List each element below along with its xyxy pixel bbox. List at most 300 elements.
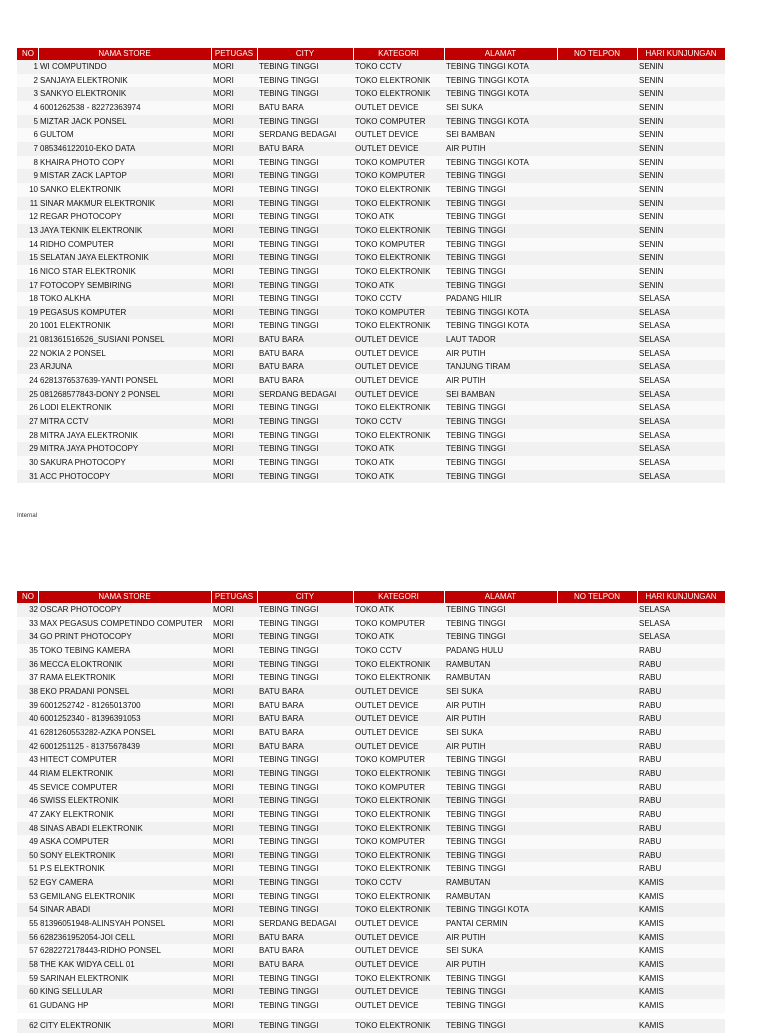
cell-row-number: 61 [17, 999, 38, 1013]
table-row [17, 972, 725, 986]
cell-store-name: NOKIA 2 PONSEL [38, 347, 211, 361]
cell-category: TOKO ELEKTRONIK [353, 862, 444, 876]
table-row [17, 685, 725, 699]
cell-officer: MORI [211, 671, 257, 685]
cell-officer: MORI [211, 985, 257, 999]
cell-store-name: WI COMPUTINDO [38, 60, 211, 74]
cell-visit-day: RABU [637, 671, 725, 685]
table-row [17, 456, 725, 470]
cell-visit-day: KAMIS [637, 890, 725, 904]
cell-visit-day: SELASA [637, 360, 725, 374]
cell-store-name: LODI ELEKTRONIK [38, 401, 211, 415]
cell-phone [557, 781, 637, 795]
cell-phone [557, 712, 637, 726]
cell-row-number: 16 [17, 265, 38, 279]
cell-category: OUTLET DEVICE [353, 699, 444, 713]
cell-city: TEBING TINGGI [257, 456, 353, 470]
cell-store-name: EKO PRADANI PONSEL [38, 685, 211, 699]
table-row [17, 401, 725, 415]
cell-city: TEBING TINGGI [257, 658, 353, 672]
cell-category: TOKO ELEKTRONIK [353, 224, 444, 238]
cell-officer: MORI [211, 794, 257, 808]
cell-row-number: 45 [17, 781, 38, 795]
cell-officer: MORI [211, 429, 257, 443]
cell-store-name: 1001 ELEKTRONIK [38, 319, 211, 333]
cell-officer: MORI [211, 306, 257, 320]
cell-category: OUTLET DEVICE [353, 985, 444, 999]
cell-phone [557, 808, 637, 822]
cell-city: TEBING TINGGI [257, 999, 353, 1013]
cell-category: TOKO KOMPUTER [353, 617, 444, 631]
cell-phone [557, 306, 637, 320]
cell-address: PANTAI CERMIN [444, 917, 557, 931]
cell-row-number: 49 [17, 835, 38, 849]
cell-address: AIR PUTIH [444, 374, 557, 388]
cell-store-name: MIZTAR JACK PONSEL [38, 115, 211, 129]
column-header-address: ALAMAT [444, 48, 557, 60]
cell-row-number: 15 [17, 251, 38, 265]
cell-address: TEBING TINGGI [444, 999, 557, 1013]
cell-visit-day: SELASA [637, 306, 725, 320]
cell-store-name: SANJAYA ELEKTRONIK [38, 74, 211, 88]
cell-category: TOKO ELEKTRONIK [353, 87, 444, 101]
store-table-page-2 [17, 591, 726, 1013]
cell-phone [557, 985, 637, 999]
table-row [17, 658, 725, 672]
cell-category: TOKO ELEKTRONIK [353, 429, 444, 443]
column-header-phone: NO TELPON [557, 591, 637, 603]
cell-officer: MORI [211, 265, 257, 279]
cell-city: TEBING TINGGI [257, 319, 353, 333]
cell-visit-day: SENIN [637, 60, 725, 74]
cell-officer: MORI [211, 360, 257, 374]
cell-city: TEBING TINGGI [257, 442, 353, 456]
cell-visit-day: RABU [637, 644, 725, 658]
cell-phone [557, 319, 637, 333]
cell-category: TOKO KOMPUTER [353, 753, 444, 767]
table-row [17, 740, 725, 754]
cell-phone [557, 156, 637, 170]
cell-address: TEBING TINGGI KOTA [444, 74, 557, 88]
cell-visit-day: RABU [637, 685, 725, 699]
table-row [17, 767, 725, 781]
cell-officer: MORI [211, 60, 257, 74]
table-row [17, 835, 725, 849]
cell-phone [557, 415, 637, 429]
cell-visit-day: SELASA [637, 429, 725, 443]
cell-phone [557, 292, 637, 306]
table-row [17, 849, 725, 863]
cell-city: TEBING TINGGI [257, 822, 353, 836]
cell-officer: MORI [211, 958, 257, 972]
cell-row-number: 17 [17, 279, 38, 293]
column-header-visit-day: HARI KUNJUNGAN [637, 48, 725, 60]
cell-visit-day: SELASA [637, 333, 725, 347]
cell-visit-day: SELASA [637, 470, 725, 484]
table-row [17, 958, 725, 972]
cell-visit-day: RABU [637, 699, 725, 713]
cell-row-number: 11 [17, 197, 38, 211]
cell-visit-day: SENIN [637, 169, 725, 183]
cell-category: TOKO ATK [353, 442, 444, 456]
cell-store-name: 6001252340 - 81396391053 [38, 712, 211, 726]
table-row [17, 603, 725, 617]
cell-address: TEBING TINGGI [444, 862, 557, 876]
column-header-city: CITY [257, 48, 353, 60]
cell-category: OUTLET DEVICE [353, 388, 444, 402]
cell-category: OUTLET DEVICE [353, 740, 444, 754]
cell-visit-day: SENIN [637, 74, 725, 88]
table-header [17, 591, 725, 603]
cell-store-name: 081361516526_SUSIANI PONSEL [38, 333, 211, 347]
table-row [17, 101, 725, 115]
cell-officer: MORI [211, 931, 257, 945]
cell-phone [557, 794, 637, 808]
cell-city: TEBING TINGGI [257, 169, 353, 183]
cell-city: TEBING TINGGI [257, 603, 353, 617]
table-row [17, 115, 725, 129]
cell-officer: MORI [211, 169, 257, 183]
cell-row-number: 36 [17, 658, 38, 672]
cell-city: TEBING TINGGI [257, 876, 353, 890]
cell-city: BATU BARA [257, 944, 353, 958]
cell-officer: MORI [211, 470, 257, 484]
cell-row-number: 21 [17, 333, 38, 347]
cell-officer: MORI [211, 726, 257, 740]
cell-category: TOKO CCTV [353, 644, 444, 658]
cell-category: TOKO CCTV [353, 876, 444, 890]
cell-category: OUTLET DEVICE [353, 931, 444, 945]
cell-phone [557, 101, 637, 115]
table-row [17, 890, 725, 904]
cell-row-number: 39 [17, 699, 38, 713]
cell-visit-day: KAMIS [637, 972, 725, 986]
cell-category: TOKO ELEKTRONIK [353, 671, 444, 685]
table-row [17, 876, 725, 890]
cell-address: TEBING TINGGI [444, 401, 557, 415]
cell-store-name: P.S ELEKTRONIK [38, 862, 211, 876]
cell-category: TOKO CCTV [353, 60, 444, 74]
cell-phone [557, 401, 637, 415]
cell-visit-day: SELASA [637, 319, 725, 333]
cell-visit-day: SENIN [637, 156, 725, 170]
cell-address: TEBING TINGGI [444, 753, 557, 767]
cell-row-number: 56 [17, 931, 38, 945]
cell-officer: MORI [211, 210, 257, 224]
cell-row-number: 53 [17, 890, 38, 904]
cell-store-name: MECCA ELOKTRONIK [38, 658, 211, 672]
cell-officer: MORI [211, 781, 257, 795]
cell-store-name: MITRA JAYA ELEKTRONIK [38, 429, 211, 443]
cell-officer: MORI [211, 808, 257, 822]
cell-phone [557, 876, 637, 890]
cell-store-name: GO PRINT PHOTOCOPY [38, 630, 211, 644]
cell-address: TEBING TINGGI [444, 617, 557, 631]
cell-row-number: 37 [17, 671, 38, 685]
cell-category: TOKO KOMPUTER [353, 238, 444, 252]
table-row [17, 781, 725, 795]
cell-phone [557, 999, 637, 1013]
cell-store-name: 6282361952054-JOI CELL [38, 931, 211, 945]
cell-row-number: 18 [17, 292, 38, 306]
cell-address: PADANG HULU [444, 644, 557, 658]
cell-store-name: MAX PEGASUS COMPETINDO COMPUTER [38, 617, 211, 631]
table-row [17, 87, 725, 101]
cell-row-number: 59 [17, 972, 38, 986]
cell-row-number: 5 [17, 115, 38, 129]
table-row [17, 671, 725, 685]
cell-address: TEBING TINGGI KOTA [444, 60, 557, 74]
cell-address: LAUT TADOR [444, 333, 557, 347]
cell-phone [557, 617, 637, 631]
cell-address: RAMBUTAN [444, 671, 557, 685]
table-row [17, 128, 725, 142]
cell-address: TEBING TINGGI [444, 238, 557, 252]
cell-officer: MORI [211, 101, 257, 115]
cell-visit-day: KAMIS [637, 1019, 725, 1033]
cell-store-name: REGAR PHOTOCOPY [38, 210, 211, 224]
cell-category: TOKO ELEKTRONIK [353, 972, 444, 986]
table-row [17, 699, 725, 713]
cell-store-name: HITECT COMPUTER [38, 753, 211, 767]
table-row [17, 156, 725, 170]
cell-store-name: 81396051948-ALINSYAH PONSEL [38, 917, 211, 931]
cell-visit-day: KAMIS [637, 999, 725, 1013]
column-header-category: KATEGORI [353, 48, 444, 60]
cell-city: BATU BARA [257, 333, 353, 347]
column-header-visit-day: HARI KUNJUNGAN [637, 591, 725, 603]
cell-address: TEBING TINGGI [444, 456, 557, 470]
cell-city: TEBING TINGGI [257, 415, 353, 429]
cell-city: TEBING TINGGI [257, 617, 353, 631]
cell-store-name: 6281260553282-AZKA PONSEL [38, 726, 211, 740]
cell-visit-day: SENIN [637, 183, 725, 197]
cell-store-name: OSCAR PHOTOCOPY [38, 603, 211, 617]
cell-address: RAMBUTAN [444, 658, 557, 672]
cell-visit-day: SENIN [637, 101, 725, 115]
cell-store-name: SINAS ABADI ELEKTRONIK [38, 822, 211, 836]
cell-city: TEBING TINGGI [257, 74, 353, 88]
table-row [17, 306, 725, 320]
cell-officer: MORI [211, 999, 257, 1013]
cell-visit-day: RABU [637, 781, 725, 795]
cell-row-number: 26 [17, 401, 38, 415]
cell-phone [557, 238, 637, 252]
cell-city: BATU BARA [257, 360, 353, 374]
column-header-row-number: NO [17, 591, 38, 603]
cell-phone [557, 169, 637, 183]
cell-phone [557, 183, 637, 197]
table-row [17, 999, 725, 1013]
cell-store-name: JAYA TEKNIK ELEKTRONIK [38, 224, 211, 238]
cell-address: TEBING TINGGI [444, 822, 557, 836]
table-row [17, 142, 725, 156]
cell-category: TOKO ELEKTRONIK [353, 74, 444, 88]
cell-row-number: 41 [17, 726, 38, 740]
cell-city: TEBING TINGGI [257, 183, 353, 197]
table-row [17, 74, 725, 88]
table-row [17, 265, 725, 279]
table-row [17, 862, 725, 876]
cell-row-number: 55 [17, 917, 38, 931]
table-row [17, 931, 725, 945]
table-row [17, 644, 725, 658]
cell-row-number: 2 [17, 74, 38, 88]
column-header-store-name: NAMA STORE [38, 591, 211, 603]
cell-phone [557, 862, 637, 876]
cell-row-number: 30 [17, 456, 38, 470]
cell-city: BATU BARA [257, 374, 353, 388]
cell-officer: MORI [211, 292, 257, 306]
cell-row-number: 4 [17, 101, 38, 115]
cell-visit-day: SENIN [637, 128, 725, 142]
cell-visit-day: SENIN [637, 142, 725, 156]
cell-store-name: 6001251125 - 81375678439 [38, 740, 211, 754]
cell-officer: MORI [211, 279, 257, 293]
cell-phone [557, 128, 637, 142]
cell-row-number: 8 [17, 156, 38, 170]
cell-store-name: SANKYO ELEKTRONIK [38, 87, 211, 101]
cell-category: TOKO ELEKTRONIK [353, 849, 444, 863]
cell-store-name: 085346122010-EKO DATA [38, 142, 211, 156]
cell-store-name: SINAR ABADI [38, 903, 211, 917]
cell-store-name: FOTOCOPY SEMBIRING [38, 279, 211, 293]
cell-officer: MORI [211, 197, 257, 211]
cell-row-number: 44 [17, 767, 38, 781]
cell-phone [557, 374, 637, 388]
cell-visit-day: KAMIS [637, 876, 725, 890]
cell-officer: MORI [211, 347, 257, 361]
cell-phone [557, 658, 637, 672]
cell-officer: MORI [211, 903, 257, 917]
cell-city: BATU BARA [257, 958, 353, 972]
cell-category: TOKO ELEKTRONIK [353, 903, 444, 917]
cell-city: TEBING TINGGI [257, 429, 353, 443]
cell-visit-day: SENIN [637, 197, 725, 211]
cell-city: TEBING TINGGI [257, 115, 353, 129]
cell-row-number: 57 [17, 944, 38, 958]
cell-address: TEBING TINGGI [444, 849, 557, 863]
cell-city: TEBING TINGGI [257, 985, 353, 999]
cell-visit-day: SELASA [637, 617, 725, 631]
table-row [17, 442, 725, 456]
cell-phone [557, 740, 637, 754]
cell-address: TANJUNG TIRAM [444, 360, 557, 374]
cell-visit-day: KAMIS [637, 985, 725, 999]
cell-row-number: 20 [17, 319, 38, 333]
cell-row-number: 58 [17, 958, 38, 972]
cell-category: TOKO ELEKTRONIK [353, 890, 444, 904]
cell-city: TEBING TINGGI [257, 630, 353, 644]
cell-address: TEBING TINGGI [444, 781, 557, 795]
cell-row-number: 25 [17, 388, 38, 402]
cell-officer: MORI [211, 415, 257, 429]
cell-visit-day: SENIN [637, 279, 725, 293]
column-header-city: CITY [257, 591, 353, 603]
cell-phone [557, 822, 637, 836]
table-row [17, 470, 725, 484]
cell-visit-day: RABU [637, 822, 725, 836]
cell-officer: MORI [211, 442, 257, 456]
cell-address: TEBING TINGGI [444, 808, 557, 822]
cell-store-name: EGY CAMERA [38, 876, 211, 890]
cell-phone [557, 699, 637, 713]
cell-category: OUTLET DEVICE [353, 917, 444, 931]
cell-phone [557, 224, 637, 238]
cell-city: TEBING TINGGI [257, 279, 353, 293]
cell-address: SEI BAMBAN [444, 128, 557, 142]
cell-row-number: 28 [17, 429, 38, 443]
cell-phone [557, 142, 637, 156]
cell-visit-day: SELASA [637, 292, 725, 306]
cell-city: TEBING TINGGI [257, 767, 353, 781]
cell-category: TOKO KOMPUTER [353, 156, 444, 170]
table-row [17, 333, 725, 347]
cell-category: TOKO ELEKTRONIK [353, 197, 444, 211]
cell-officer: MORI [211, 917, 257, 931]
column-header-phone: NO TELPON [557, 48, 637, 60]
cell-category: OUTLET DEVICE [353, 360, 444, 374]
cell-row-number: 22 [17, 347, 38, 361]
cell-row-number: 14 [17, 238, 38, 252]
cell-address: TEBING TINGGI [444, 442, 557, 456]
cell-city: BATU BARA [257, 101, 353, 115]
cell-address: AIR PUTIH [444, 740, 557, 754]
cell-row-number: 62 [17, 1019, 38, 1033]
cell-category: TOKO CCTV [353, 415, 444, 429]
cell-phone [557, 671, 637, 685]
cell-visit-day: SENIN [637, 115, 725, 129]
cell-store-name: THE KAK WIDYA CELL 01 [38, 958, 211, 972]
cell-city: BATU BARA [257, 931, 353, 945]
store-table-page-1 [17, 48, 726, 483]
cell-phone [557, 917, 637, 931]
cell-row-number: 46 [17, 794, 38, 808]
table-row [17, 753, 725, 767]
cell-store-name: 6281376537639-YANTI PONSEL [38, 374, 211, 388]
cell-city: TEBING TINGGI [257, 251, 353, 265]
cell-visit-day: KAMIS [637, 903, 725, 917]
cell-city: TEBING TINGGI [257, 265, 353, 279]
cell-visit-day: SENIN [637, 87, 725, 101]
cell-phone [557, 685, 637, 699]
cell-row-number: 27 [17, 415, 38, 429]
cell-address: TEBING TINGGI [444, 197, 557, 211]
cell-row-number: 43 [17, 753, 38, 767]
cell-officer: MORI [211, 156, 257, 170]
cell-store-name: 6001262538 - 82272363974 [38, 101, 211, 115]
cell-city: TEBING TINGGI [257, 87, 353, 101]
cell-store-name: SELATAN JAYA ELEKTRONIK [38, 251, 211, 265]
cell-phone [557, 1019, 637, 1033]
table-row [17, 251, 725, 265]
cell-officer: MORI [211, 87, 257, 101]
cell-store-name: ZAKY ELEKTRONIK [38, 808, 211, 822]
table-row [17, 1019, 725, 1033]
table-row [17, 360, 725, 374]
cell-officer: MORI [211, 128, 257, 142]
cell-visit-day: RABU [637, 753, 725, 767]
cell-row-number: 52 [17, 876, 38, 890]
cell-store-name: CITY ELEKTRONIK [38, 1019, 211, 1033]
cell-row-number: 31 [17, 470, 38, 484]
cell-address: TEBING TINGGI [444, 767, 557, 781]
cell-phone [557, 767, 637, 781]
cell-officer: MORI [211, 401, 257, 415]
table-row [17, 292, 725, 306]
cell-city: TEBING TINGGI [257, 781, 353, 795]
cell-row-number: 33 [17, 617, 38, 631]
